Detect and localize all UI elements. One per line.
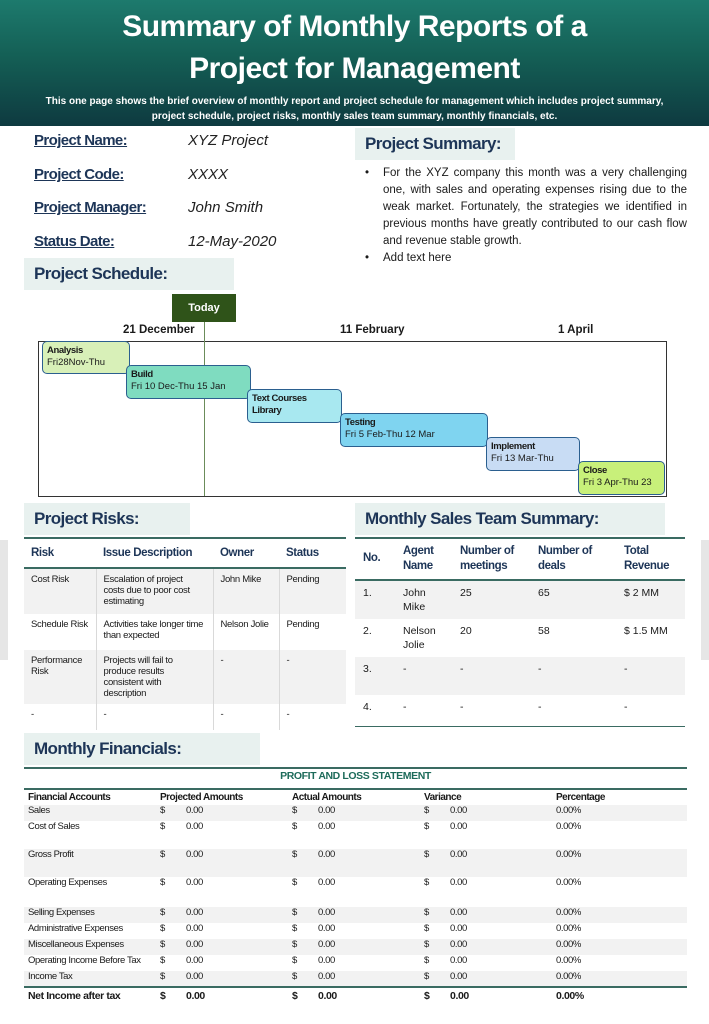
project-summary-title: Project Summary: [355,128,515,160]
project-name-value: XYZ Project [188,132,269,149]
table-row: Performance Risk Projects will fail to produce results consistent with description - - [24,650,346,704]
project-manager-value: John Smith [188,199,264,216]
sales-summary-title: Monthly Sales Team Summary: [355,503,665,535]
risks-header-owner: Owner [213,538,279,568]
table-row: - - - - [24,704,346,730]
table-row: Operating Expenses $ 0.00 $ 0.00 $ 0.00 0.00% [28,877,581,888]
project-name-label: Project Name: [34,132,128,149]
financials-top-rule [24,767,687,769]
project-code-label: Project Code: [34,166,124,183]
project-risks-table [24,538,346,730]
project-schedule-title: Project Schedule: [24,258,234,290]
sales-header-no: No. [355,538,395,580]
pl-header-projected: Projected Amounts [156,789,288,805]
table-row: 4. - - - - [363,701,628,713]
pl-header-percentage: Percentage [552,789,687,805]
sales-bottom-rule [355,726,685,727]
table-row: Sales $ 0.00 $ 0.00 $ 0.00 0.00% [24,805,687,821]
page-title: Summary of Monthly Reports of a Project for Management [122,10,587,85]
risks-header-status: Status [279,538,346,568]
table-row: 2. Nelson Jolie 20 58 $ 1.5 MM [363,625,668,651]
profit-loss-table [24,788,687,1007]
total-row: Net Income after tax $ 0.00 $ 0.00 $ 0.00 0.00% [24,987,687,1007]
profit-loss-title: PROFIT AND LOSS STATEMENT [280,770,431,782]
sales-header-deals: Number of deals [530,538,616,580]
status-date-value: 12-May-2020 [188,233,277,250]
pl-header-variance: Variance [420,789,552,805]
monthly-financials-title: Monthly Financials: [24,733,260,765]
sales-header-revenue: Total Revenue [616,538,685,580]
left-edge-decoration [0,540,8,660]
pl-header-actual: Actual Amounts [288,789,420,805]
date-label-december: 21 December [123,324,195,336]
table-row: Operating Income Before Tax $ 0.00 $ 0.00 $ 0.00 0.00% [28,955,581,966]
sales-header-agent: Agent Name [395,538,452,580]
project-summary-list [365,165,687,267]
task-build: Build Fri 10 Dec-Thu 15 Jan [126,365,251,399]
table-row: 3. - - - - [355,657,685,695]
task-close: Close Fri 3 Apr-Thu 23 [578,461,665,495]
sales-summary-table [355,538,685,733]
task-testing: Testing Fri 5 Feb-Thu 12 Mar [340,413,488,447]
table-row: Cost of Sales $ 0.00 $ 0.00 $ 0.00 0.00% [28,821,581,832]
summary-bullet: • Add text here [365,250,687,267]
table-row: Gross Profit $ 0.00 $ 0.00 $ 0.00 0.00% [24,849,687,877]
table-row: Miscellaneous Expenses $ 0.00 $ 0.00 $ 0.00 0.00% [24,939,687,955]
project-code-value: XXXX [188,166,229,183]
date-label-april: 1 April [558,324,594,336]
table-row: Income Tax $ 0.00 $ 0.00 $ 0.00 0.00% [24,971,687,987]
task-text-courses-library: Text Courses Library [247,389,342,423]
page-subtitle: This one page shows the brief overview of monthly report and project schedule for management which includes project summary, project schedule, project risks, monthly sales team summary, monthly financials, etc. [45,96,664,122]
sales-header-meetings: Number of meetings [452,538,530,580]
table-row: Selling Expenses $ 0.00 $ 0.00 $ 0.00 0.00% [24,907,687,923]
page-header [0,0,709,126]
right-edge-decoration [701,540,709,660]
table-row: Administrative Expenses $ 0.00 $ 0.00 $ 0.00 0.00% [28,923,581,934]
risks-header-issue: Issue Description [96,538,213,568]
project-manager-label: Project Manager: [34,199,147,216]
risks-header-risk: Risk [24,538,96,568]
project-risks-title: Project Risks: [24,503,190,535]
table-row: Schedule Risk Activities take longer time than expected Nelson Jolie Pending [24,614,346,650]
status-date-label: Status Date: [34,233,115,250]
date-label-february: 11 February [340,324,405,336]
table-row: Cost Risk Escalation of project costs due to poor cost estimating John Mike Pending [24,568,346,614]
task-implement: Implement Fri 13 Mar-Thu [486,437,580,471]
pl-header-account: Financial Accounts [24,789,156,805]
today-line [204,322,205,496]
summary-bullet: • For the XYZ company this month was a very challenging one, with sales and operating expenses rising due to the weak market. Fortunately, the strategies we identified in previous months have greatly contributed to our cash flow and revenue stable growth. [365,165,687,250]
today-marker: Today [172,294,236,322]
task-analysis: Analysis Fri28Nov-Thu [42,341,130,374]
table-row: 1. John Mike 25 65 $ 2 MM [355,580,685,619]
